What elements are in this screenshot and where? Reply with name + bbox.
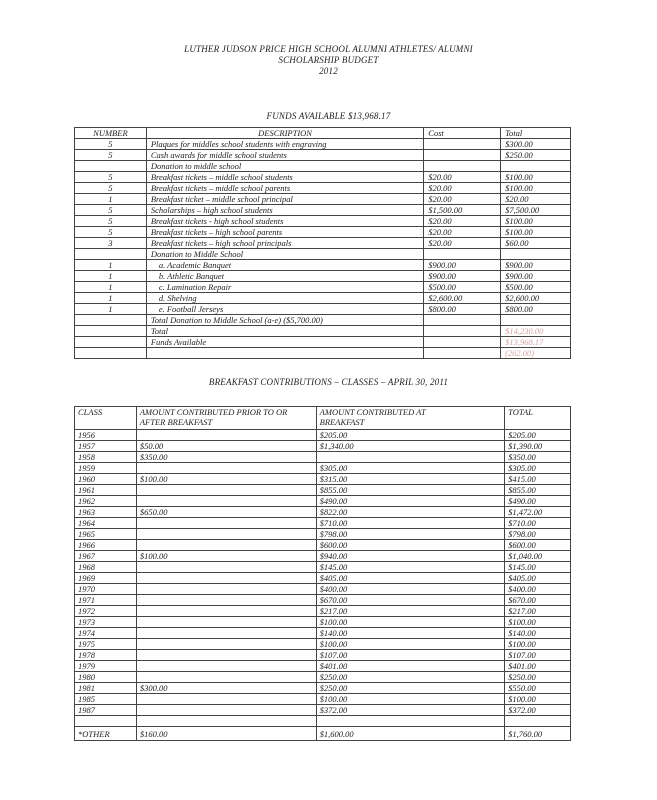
contrib-at-cell: $798.00 [316, 529, 504, 540]
contrib-row [75, 496, 571, 507]
budget-cost-cell [424, 150, 501, 161]
budget-description-cell: Breakfast tickets – middle school students [146, 172, 423, 183]
contrib-total-cell: $490.00 [505, 496, 571, 507]
contrib-row [75, 463, 571, 474]
contrib-at-cell: $100.00 [316, 694, 504, 705]
contrib-total-cell: $600.00 [505, 540, 571, 551]
contrib-row [75, 694, 571, 705]
contrib-total-cell: $1,760.00 [505, 727, 571, 741]
col-at-header-line-2: BREAKFAST [319, 417, 365, 427]
contrib-prior-cell [136, 639, 316, 650]
contrib-prior-cell [136, 540, 316, 551]
budget-cost-cell [424, 337, 501, 348]
contrib-row [75, 639, 571, 650]
contrib-class-cell: 1967 [75, 551, 137, 562]
contrib-prior-cell [136, 595, 316, 606]
budget-number-cell [75, 315, 147, 326]
contrib-total-cell: $670.00 [505, 595, 571, 606]
contrib-total-cell: $305.00 [505, 463, 571, 474]
document-title [0, 44, 657, 77]
contributions-table [74, 406, 571, 741]
contrib-at-cell [316, 452, 504, 463]
contrib-class-cell: 1964 [75, 518, 137, 529]
contributions-heading: BREAKFAST CONTRIBUTIONS – CLASSES – APRIL 30, 2011 [208, 377, 449, 387]
budget-description-cell: Cash awards for middle school students [146, 150, 423, 161]
budget-cost-cell [424, 315, 501, 326]
contrib-at-cell: $490.00 [316, 496, 504, 507]
contrib-class-cell: 1971 [75, 595, 137, 606]
budget-total-cell [501, 315, 571, 326]
contrib-prior-cell [136, 518, 316, 529]
contrib-at-cell: $401.00 [316, 661, 504, 672]
contrib-class-cell: 1965 [75, 529, 137, 540]
contrib-total-cell: $401.00 [505, 661, 571, 672]
budget-row [75, 271, 571, 282]
budget-description-cell: Plaques for middles school students with engraving [146, 139, 423, 150]
contrib-row [75, 617, 571, 628]
contrib-class-cell: 1972 [75, 606, 137, 617]
contrib-prior-cell [136, 716, 316, 727]
budget-number-cell: 1 [75, 194, 147, 205]
contrib-class-cell: 1980 [75, 672, 137, 683]
contrib-total-cell: $140.00 [505, 628, 571, 639]
contrib-class-cell: 1973 [75, 617, 137, 628]
contrib-row [75, 716, 571, 727]
budget-total-cell: $13,968.17 [501, 337, 571, 348]
contrib-total-cell: $550.00 [505, 683, 571, 694]
budget-row [75, 161, 571, 172]
contrib-at-cell: $145.00 [316, 562, 504, 573]
budget-row [75, 249, 571, 260]
contrib-prior-cell [136, 496, 316, 507]
budget-cost-cell: $20.00 [424, 216, 501, 227]
budget-total-cell: $500.00 [501, 282, 571, 293]
budget-total-cell: $2,600.00 [501, 293, 571, 304]
budget-number-cell: 1 [75, 271, 147, 282]
budget-number-cell: 5 [75, 172, 147, 183]
contrib-total-cell: $405.00 [505, 573, 571, 584]
contrib-row [75, 441, 571, 452]
budget-description-cell: c. Lamination Repair [146, 282, 423, 293]
budget-number-cell: 5 [75, 139, 147, 150]
budget-description-cell: Scholarships – high school students [146, 205, 423, 216]
contrib-prior-cell [136, 628, 316, 639]
contrib-class-cell: 1979 [75, 661, 137, 672]
contrib-prior-cell [136, 705, 316, 716]
budget-total-cell: $250.00 [501, 150, 571, 161]
budget-total-cell: $900.00 [501, 260, 571, 271]
contrib-class-cell: 1960 [75, 474, 137, 485]
budget-cost-cell: $500.00 [424, 282, 501, 293]
budget-total-cell: $800.00 [501, 304, 571, 315]
contrib-at-cell: $372.00 [316, 705, 504, 716]
contrib-class-cell: 1985 [75, 694, 137, 705]
budget-row [75, 315, 571, 326]
budget-description-cell: d. Shelving [146, 293, 423, 304]
contrib-total-cell: $100.00 [505, 617, 571, 628]
contrib-class-cell: 1978 [75, 650, 137, 661]
contrib-prior-cell [136, 463, 316, 474]
contrib-total-cell: $350.00 [505, 452, 571, 463]
budget-number-cell [75, 161, 147, 172]
contrib-row [75, 672, 571, 683]
contrib-class-cell: 1969 [75, 573, 137, 584]
budget-row [75, 326, 571, 337]
contrib-class-cell: 1981 [75, 683, 137, 694]
contrib-prior-cell [136, 606, 316, 617]
contrib-row [75, 628, 571, 639]
contrib-class-cell: 1958 [75, 452, 137, 463]
contrib-class-cell [75, 716, 137, 727]
budget-total-cell: $900.00 [501, 271, 571, 282]
budget-row [75, 194, 571, 205]
budget-total-cell: $100.00 [501, 227, 571, 238]
contrib-header-row [75, 407, 571, 430]
budget-table [74, 127, 571, 359]
contrib-total-cell: $107.00 [505, 650, 571, 661]
contrib-class-cell: 1957 [75, 441, 137, 452]
contrib-row [75, 452, 571, 463]
contrib-at-cell: $855.00 [316, 485, 504, 496]
contrib-total-cell: $372.00 [505, 705, 571, 716]
budget-total-cell: $14,230.00 [501, 326, 571, 337]
budget-total-cell [501, 249, 571, 260]
budget-row [75, 150, 571, 161]
budget-cost-cell: $900.00 [424, 271, 501, 282]
budget-row [75, 348, 571, 359]
contrib-at-cell: $305.00 [316, 463, 504, 474]
budget-total-cell: $100.00 [501, 172, 571, 183]
budget-description-cell: Funds Available [146, 337, 423, 348]
contrib-at-cell: $100.00 [316, 639, 504, 650]
contrib-prior-cell [136, 694, 316, 705]
contrib-total-cell: $1,472.00 [505, 507, 571, 518]
budget-row [75, 238, 571, 249]
contrib-total-cell: $145.00 [505, 562, 571, 573]
col-total-header: TOTAL [505, 407, 571, 430]
budget-number-cell: 1 [75, 304, 147, 315]
budget-cost-cell: $20.00 [424, 183, 501, 194]
col-number-header: NUMBER [75, 128, 147, 139]
budget-number-cell: 5 [75, 205, 147, 216]
contrib-class-cell: 1963 [75, 507, 137, 518]
contrib-total-cell: $217.00 [505, 606, 571, 617]
contrib-prior-cell [136, 672, 316, 683]
budget-row [75, 227, 571, 238]
contrib-total-cell: $1,390.00 [505, 441, 571, 452]
col-at-header [316, 407, 504, 430]
col-at-header-line-1: AMOUNT CONTRIBUTED AT [319, 407, 426, 417]
contrib-at-cell: $405.00 [316, 573, 504, 584]
contrib-at-cell: $250.00 [316, 672, 504, 683]
contrib-class-cell: 1961 [75, 485, 137, 496]
budget-row [75, 172, 571, 183]
budget-description-cell: e. Football Jerseys [146, 304, 423, 315]
contrib-row [75, 584, 571, 595]
contrib-at-cell: $205.00 [316, 430, 504, 441]
budget-description-cell: Breakfast ticket – middle school principal [146, 194, 423, 205]
contrib-row [75, 474, 571, 485]
contrib-class-cell: 1974 [75, 628, 137, 639]
budget-cost-cell [424, 161, 501, 172]
budget-number-cell: 5 [75, 150, 147, 161]
budget-cost-cell: $20.00 [424, 238, 501, 249]
budget-total-cell [501, 161, 571, 172]
budget-description-cell: a. Academic Banquet [146, 260, 423, 271]
contrib-prior-cell [136, 562, 316, 573]
contrib-row [75, 595, 571, 606]
budget-number-cell [75, 326, 147, 337]
contrib-at-cell: $315.00 [316, 474, 504, 485]
budget-description-cell: b. Athletic Banquet [146, 271, 423, 282]
budget-cost-cell: $20.00 [424, 227, 501, 238]
budget-description-cell: Breakfast tickets - high school students [146, 216, 423, 227]
contrib-at-cell: $670.00 [316, 595, 504, 606]
contrib-total-cell: $710.00 [505, 518, 571, 529]
contrib-at-cell: $140.00 [316, 628, 504, 639]
budget-total-cell: $20.00 [501, 194, 571, 205]
budget-cost-cell: $20.00 [424, 194, 501, 205]
budget-row [75, 282, 571, 293]
budget-cost-cell: $900.00 [424, 260, 501, 271]
contrib-prior-cell [136, 617, 316, 628]
contrib-prior-cell: $100.00 [136, 474, 316, 485]
contrib-row [75, 661, 571, 672]
contrib-total-cell: $100.00 [505, 639, 571, 650]
budget-description-cell: Total Donation to Middle School (a-e) ($5,700.00) [146, 315, 423, 326]
contrib-prior-cell: $350.00 [136, 452, 316, 463]
budget-total-cell: $100.00 [501, 216, 571, 227]
contrib-row [75, 529, 571, 540]
contrib-total-cell: $798.00 [505, 529, 571, 540]
col-class-header: CLASS [75, 407, 137, 430]
contrib-prior-cell [136, 529, 316, 540]
contrib-at-cell: $710.00 [316, 518, 504, 529]
budget-total-cell: (262.00) [501, 348, 571, 359]
contrib-prior-cell [136, 430, 316, 441]
budget-cost-cell: $800.00 [424, 304, 501, 315]
contrib-row [75, 683, 571, 694]
contrib-class-cell: 1956 [75, 430, 137, 441]
budget-description-cell: Breakfast tickets – high school principals [146, 238, 423, 249]
contrib-prior-cell: $50.00 [136, 441, 316, 452]
contrib-at-cell: $600.00 [316, 540, 504, 551]
col-description-header: DESCRIPTION [146, 128, 423, 139]
budget-number-cell: 5 [75, 227, 147, 238]
budget-row [75, 293, 571, 304]
contrib-class-cell: 1966 [75, 540, 137, 551]
contrib-class-cell: 1970 [75, 584, 137, 595]
budget-number-cell: 1 [75, 282, 147, 293]
contrib-total-cell: $250.00 [505, 672, 571, 683]
contrib-prior-cell [136, 485, 316, 496]
budget-cost-cell [424, 249, 501, 260]
col-prior-header [136, 407, 316, 430]
budget-total-cell: $7,500.00 [501, 205, 571, 216]
contrib-total-cell [505, 716, 571, 727]
funds-available-heading: FUNDS AVAILABLE $13,968.17 [266, 111, 391, 121]
contrib-at-cell: $217.00 [316, 606, 504, 617]
contrib-row [75, 485, 571, 496]
contrib-row [75, 540, 571, 551]
contrib-total-cell: $205.00 [505, 430, 571, 441]
budget-number-cell: 1 [75, 293, 147, 304]
contrib-class-cell: *OTHER [75, 727, 137, 741]
budget-number-cell [75, 348, 147, 359]
budget-number-cell: 1 [75, 260, 147, 271]
contrib-class-cell: 1968 [75, 562, 137, 573]
contrib-total-cell: $100.00 [505, 694, 571, 705]
contrib-at-cell: $940.00 [316, 551, 504, 562]
contrib-row [75, 650, 571, 661]
contrib-at-cell: $100.00 [316, 617, 504, 628]
col-total-header: Total [501, 128, 571, 139]
contrib-at-cell: $107.00 [316, 650, 504, 661]
contrib-class-cell: 1962 [75, 496, 137, 507]
budget-row [75, 337, 571, 348]
contrib-row [75, 705, 571, 716]
contrib-prior-cell [136, 650, 316, 661]
budget-number-cell: 3 [75, 238, 147, 249]
budget-total-cell: $100.00 [501, 183, 571, 194]
budget-cost-cell: $1,500.00 [424, 205, 501, 216]
contrib-class-cell: 1959 [75, 463, 137, 474]
contrib-total-cell: $400.00 [505, 584, 571, 595]
contrib-prior-cell [136, 661, 316, 672]
budget-cost-cell: $2,600.00 [424, 293, 501, 304]
contrib-at-cell: $250.00 [316, 683, 504, 694]
budget-row [75, 183, 571, 194]
contrib-row [75, 551, 571, 562]
contrib-row [75, 507, 571, 518]
budget-cost-cell [424, 326, 501, 337]
col-prior-header-line-2: AFTER BREAKFAST [139, 417, 213, 427]
col-cost-header: Cost [424, 128, 501, 139]
contrib-prior-cell: $100.00 [136, 551, 316, 562]
budget-total-cell: $300.00 [501, 139, 571, 150]
contrib-at-cell: $1,600.00 [316, 727, 504, 741]
contrib-row [75, 518, 571, 529]
contrib-at-cell: $822.00 [316, 507, 504, 518]
budget-cost-cell [424, 139, 501, 150]
budget-description-cell [146, 348, 423, 359]
col-prior-header-line-1: AMOUNT CONTRIBUTED PRIOR TO OR [139, 407, 288, 417]
contrib-prior-cell: $300.00 [136, 683, 316, 694]
contrib-total-cell: $415.00 [505, 474, 571, 485]
contrib-row [75, 606, 571, 617]
budget-header-row [75, 128, 571, 139]
title-line-3: 2012 [319, 66, 338, 76]
budget-description-cell: Breakfast tickets – high school parents [146, 227, 423, 238]
budget-cost-cell: $20.00 [424, 172, 501, 183]
budget-cost-cell [424, 348, 501, 359]
contrib-row [75, 562, 571, 573]
budget-number-cell: 5 [75, 183, 147, 194]
budget-number-cell: 5 [75, 216, 147, 227]
contrib-prior-cell: $650.00 [136, 507, 316, 518]
contrib-prior-cell [136, 584, 316, 595]
title-line-2: SCHOLARSHIP BUDGET [278, 55, 379, 65]
budget-total-cell: $60.00 [501, 238, 571, 249]
budget-row [75, 216, 571, 227]
contrib-at-cell: $1,340.00 [316, 441, 504, 452]
contrib-total-cell: $1,040.00 [505, 551, 571, 562]
contrib-row [75, 727, 571, 741]
budget-row [75, 139, 571, 150]
contrib-at-cell [316, 716, 504, 727]
contrib-prior-cell [136, 573, 316, 584]
budget-row [75, 304, 571, 315]
contrib-class-cell: 1987 [75, 705, 137, 716]
contrib-prior-cell: $160.00 [136, 727, 316, 741]
budget-description-cell: Breakfast tickets – middle school parents [146, 183, 423, 194]
contrib-row [75, 573, 571, 584]
budget-description-cell: Donation to middle school [146, 161, 423, 172]
budget-description-cell: Total [146, 326, 423, 337]
contrib-at-cell: $400.00 [316, 584, 504, 595]
budget-number-cell [75, 337, 147, 348]
title-line-1: LUTHER JUDSON PRICE HIGH SCHOOL ALUMNI ATHLETES/ ALUMNI [184, 44, 473, 54]
budget-row [75, 205, 571, 216]
contrib-row [75, 430, 571, 441]
budget-number-cell [75, 249, 147, 260]
contrib-class-cell: 1975 [75, 639, 137, 650]
contrib-total-cell: $855.00 [505, 485, 571, 496]
budget-description-cell: Donation to Middle School [146, 249, 423, 260]
budget-row [75, 260, 571, 271]
